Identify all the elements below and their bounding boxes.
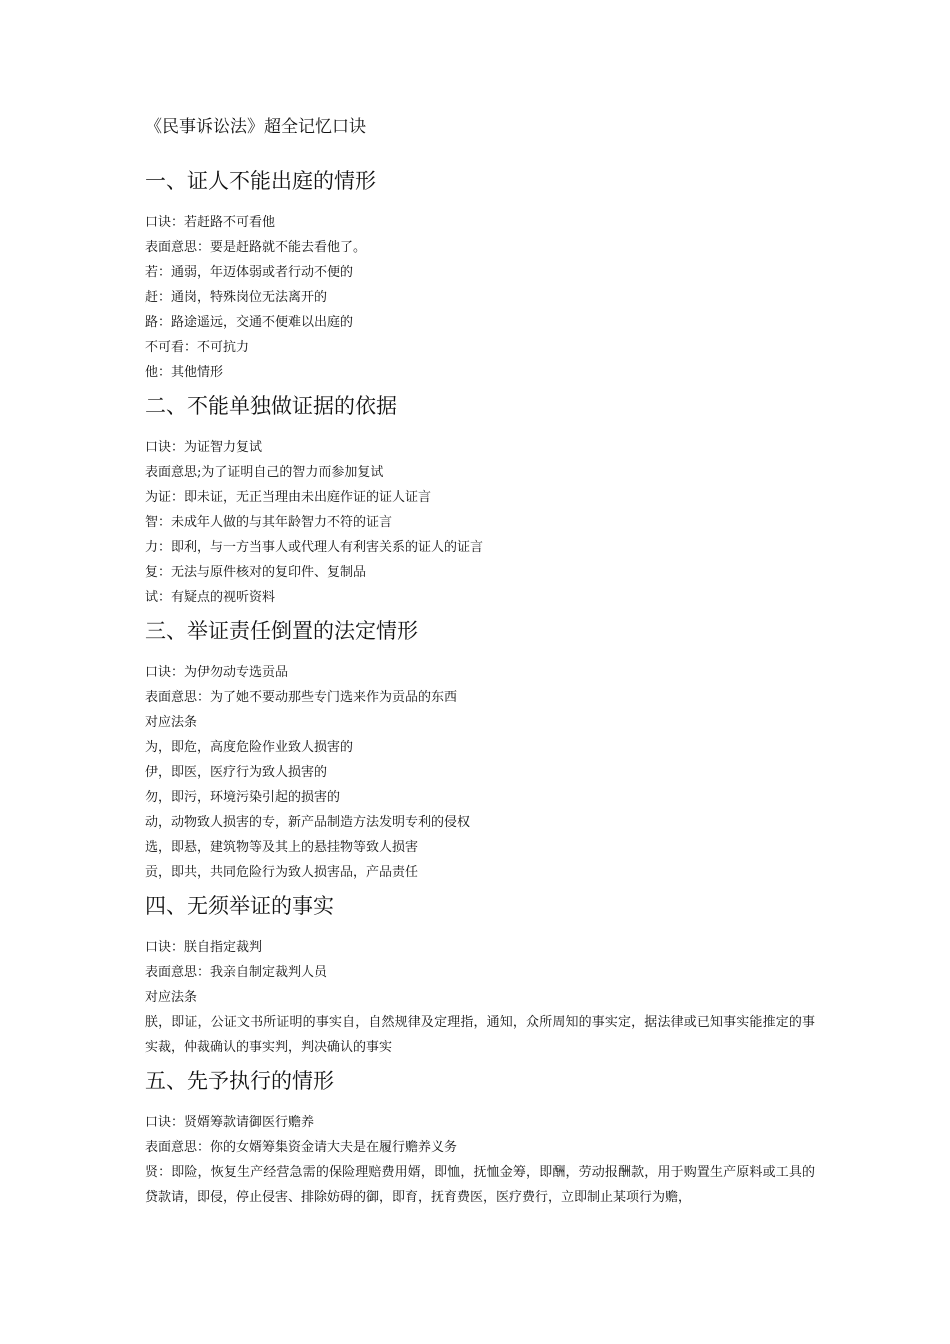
document-title: 《民事诉讼法》超全记忆口诀	[145, 117, 366, 137]
text-line: 若：通弱，年迈体弱或者行动不便的	[145, 265, 354, 280]
text-line: 勿，即污，环境污染引起的损害的	[145, 790, 341, 805]
text-line: 口诀：朕自指定裁判	[145, 940, 263, 955]
text-paragraph: 贤：即险，恢复生产经营急需的保险理赔费用婿，即恤，抚恤金筹，即酬，劳动报酬款，用于购置生产原料或工具的贷款请，即侵，停止侵害、排除妨碍的御，即育，抚育费医，医疗费行，立即制止某项行为赡，	[145, 1165, 815, 1205]
text-line: 贡，即共，共同危险行为致人损害品，产品责任	[145, 865, 419, 880]
section-heading: 四、无须举证的事实	[145, 894, 334, 918]
section-heading: 二、不能单独做证据的依据	[145, 394, 397, 418]
text-line: 口诀：为伊勿动专选贡品	[145, 665, 289, 680]
text-line: 路：路途遥远，交通不便难以出庭的	[145, 315, 354, 330]
text-line: 不可看：不可抗力	[145, 340, 250, 355]
text-line: 为，即危，高度危险作业致人损害的	[145, 740, 354, 755]
text-line: 赶：通岗，特殊岗位无法离开的	[145, 290, 328, 305]
section-2	[145, 391, 815, 610]
section-heading: 一、证人不能出庭的情形	[145, 169, 376, 193]
section-3	[145, 616, 815, 885]
document-page	[145, 112, 815, 1216]
text-line: 对应法条	[145, 990, 198, 1005]
section-4	[145, 891, 815, 1060]
text-line: 动，动物致人损害的专，新产品制造方法发明专利的侵权	[145, 815, 471, 830]
text-line: 智：未成年人做的与其年龄智力不符的证言	[145, 515, 393, 530]
text-line: 试：有疑点的视听资料	[145, 590, 276, 605]
text-line: 对应法条	[145, 715, 198, 730]
text-line: 口诀：若赶路不可看他	[145, 215, 276, 230]
text-line: 表面意思：我亲自制定裁判人员	[145, 965, 328, 980]
section-1	[145, 166, 815, 385]
text-line: 伊，即医，医疗行为致人损害的	[145, 765, 328, 780]
text-line: 口诀：贤婿筹款请御医行赡养	[145, 1115, 315, 1130]
text-line: 选，即悬，建筑物等及其上的悬挂物等致人损害	[145, 840, 419, 855]
text-line: 表面意思;为了证明自己的智力而参加复试	[145, 465, 384, 480]
text-line: 为证：即未证，无正当理由未出庭作证的证人证言	[145, 490, 432, 505]
text-paragraph: 朕，即证，公证文书所证明的事实自，自然规律及定理指，通知，众所周知的事实定，据法律或已知事实能推定的事实裁，仲裁确认的事实判，判决确认的事实	[145, 1015, 815, 1055]
text-line: 表面意思：为了她不要动那些专门选来作为贡品的东西	[145, 690, 458, 705]
text-line: 表面意思：你的女婿筹集资金请大夫是在履行赡养义务	[145, 1140, 458, 1155]
section-heading: 三、举证责任倒置的法定情形	[145, 619, 418, 643]
text-line: 力：即利，与一方当事人或代理人有利害关系的证人的证言	[145, 540, 484, 555]
text-line: 口诀：为证智力复试	[145, 440, 263, 455]
text-line: 他：其他情形	[145, 365, 224, 380]
section-5	[145, 1066, 815, 1210]
text-line: 表面意思：要是赶路就不能去看他了。	[145, 240, 367, 255]
section-heading: 五、先予执行的情形	[145, 1069, 334, 1093]
text-line: 复：无法与原件核对的复印件、复制品	[145, 565, 367, 580]
